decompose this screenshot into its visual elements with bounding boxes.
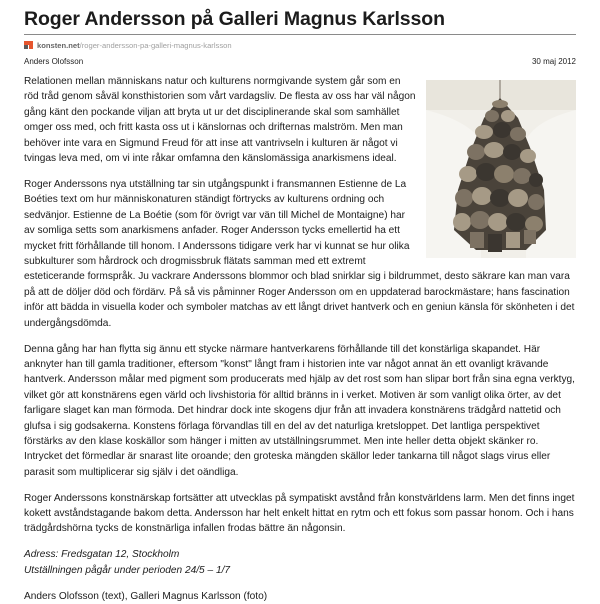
sculpture-photo [426,80,576,258]
article-paragraph: Roger Anderssons konstnärskap fortsätter att utvecklas på sympatiskt avstånd från konstvärldens larm. Men det finns inget kokett avståndstagande bakom detta. Andersson har helt enkelt hittat en rytm och ett fokus som passar honom. Och i hans trädgårdshörna tycks de konstnärliga infallen frodas bättre än någonsin. [24,492,575,535]
exhibition-period: Utställningen pågår under perioden 24/5 – 1/7 [24,564,231,576]
gallery-address: Adress: Fredsgatan 12, Stockholm [24,549,180,561]
article-paragraph: Roger Anderssons nya utställning tar sin utgångspunkt i fransmannen Estienne de La Boéties text om hur människonaturen ständigt förtrycks av kulturens ordning och sedvänjor. Estienne de La Boétie (som för övrigt var vän till Michel de Montaigne) har av somliga setts som anarkismens anfader. Roger Andersson tycks emellertid ha ett mycket fritt förhållande till honom. I Anderssons tidigare verk har vi kunnat se hur olika subkulturer som hårdrock och drogmissbruk flätats samman med ett extremt esteticerande formspråk. Ju vackrare Anderssons blommor och blad snirklar sig i bildrummet, desto säkrare kan man vara på att de döljer död och fördärv. På så vis påminner Roger Andersson om en uppdaterad barockmästare; hans fascination inför att bädda in visuella koder och symboler matchas av ett långt drivet hantverk och en geniun känsla för skönheten i det undergångsdömda. [24,178,575,329]
publish-date: 30 maj 2012 [531,57,576,66]
author: Anders Olofsson [24,57,84,66]
source-link[interactable] [24,39,576,51]
article-title: Roger Andersson på Galleri Magnus Karlsson [24,8,445,30]
article-paragraph: Denna gång har han flytta sig ännu ett stycke närmare hantverkarens förhållande till det konstärliga skapandet. Här anknyter han till gamla traditioner, eftersom "konst" långt fram i historien inte var något annat än ett ovanligt krävande hantverk. Andersson målar med pigment som producerats med hjälp av det rost som han slipar bort från sina egna verktyg, vilket gör att konstnärens egen värld och livshistoria för alltid bränns in i verket. Motiven är som vanligt olika örter, av det farligare slaget kan man förmoda. Det hindrar dock inte skogens djur från att invadera konstnärens trädgård nattetid och glufsa i sig godsakerna. Konstens förlaga förvandlas till en del av det naturliga kretsloppet. Det lantliga perspektivet förstärks av den klase koskällor som hänger i mitten av utställningsrummet. Men inte heller detta objekt skänker ro. Intrycket det förmedlar är snarast lite oroande; den groteska mängden skällor leder tankarna till något slags virus eller parasit som multiplicerar sig själv i det oändliga. [24,343,575,478]
article-body [24,74,576,604]
cowbell-sculpture-image [426,80,576,258]
article-paragraph: Relationen mellan människans natur och kulturens normgivande system går som en röd tråd genom såväl konsthistorien som vårt vardagsliv. De flesta av oss har väl någon gång känt den pockande viljan att bryta ut ur det disciplinerande skal som samhället omger oss med, och fritt kasta oss ut i känslornas och drifternas malström. Men man behöver inte vara en Sigmund Freud för att inse att vantrivseln i kulturen är något vi tvingas leva med, om vi inte råkar omfamna den känslomässiga anarkismens ideal. [24,76,416,165]
article-meta [24,57,576,68]
source-domain[interactable]: konsten.net [37,40,80,50]
exhibition-info [24,547,576,578]
source-path[interactable]: /roger-andersson-pa-galleri-magnus-karlsson [79,40,232,50]
konsten-favicon-icon [24,41,33,49]
title-divider [24,34,576,35]
credits: Anders Olofsson (text), Galleri Magnus Karlsson (foto) [24,590,268,602]
